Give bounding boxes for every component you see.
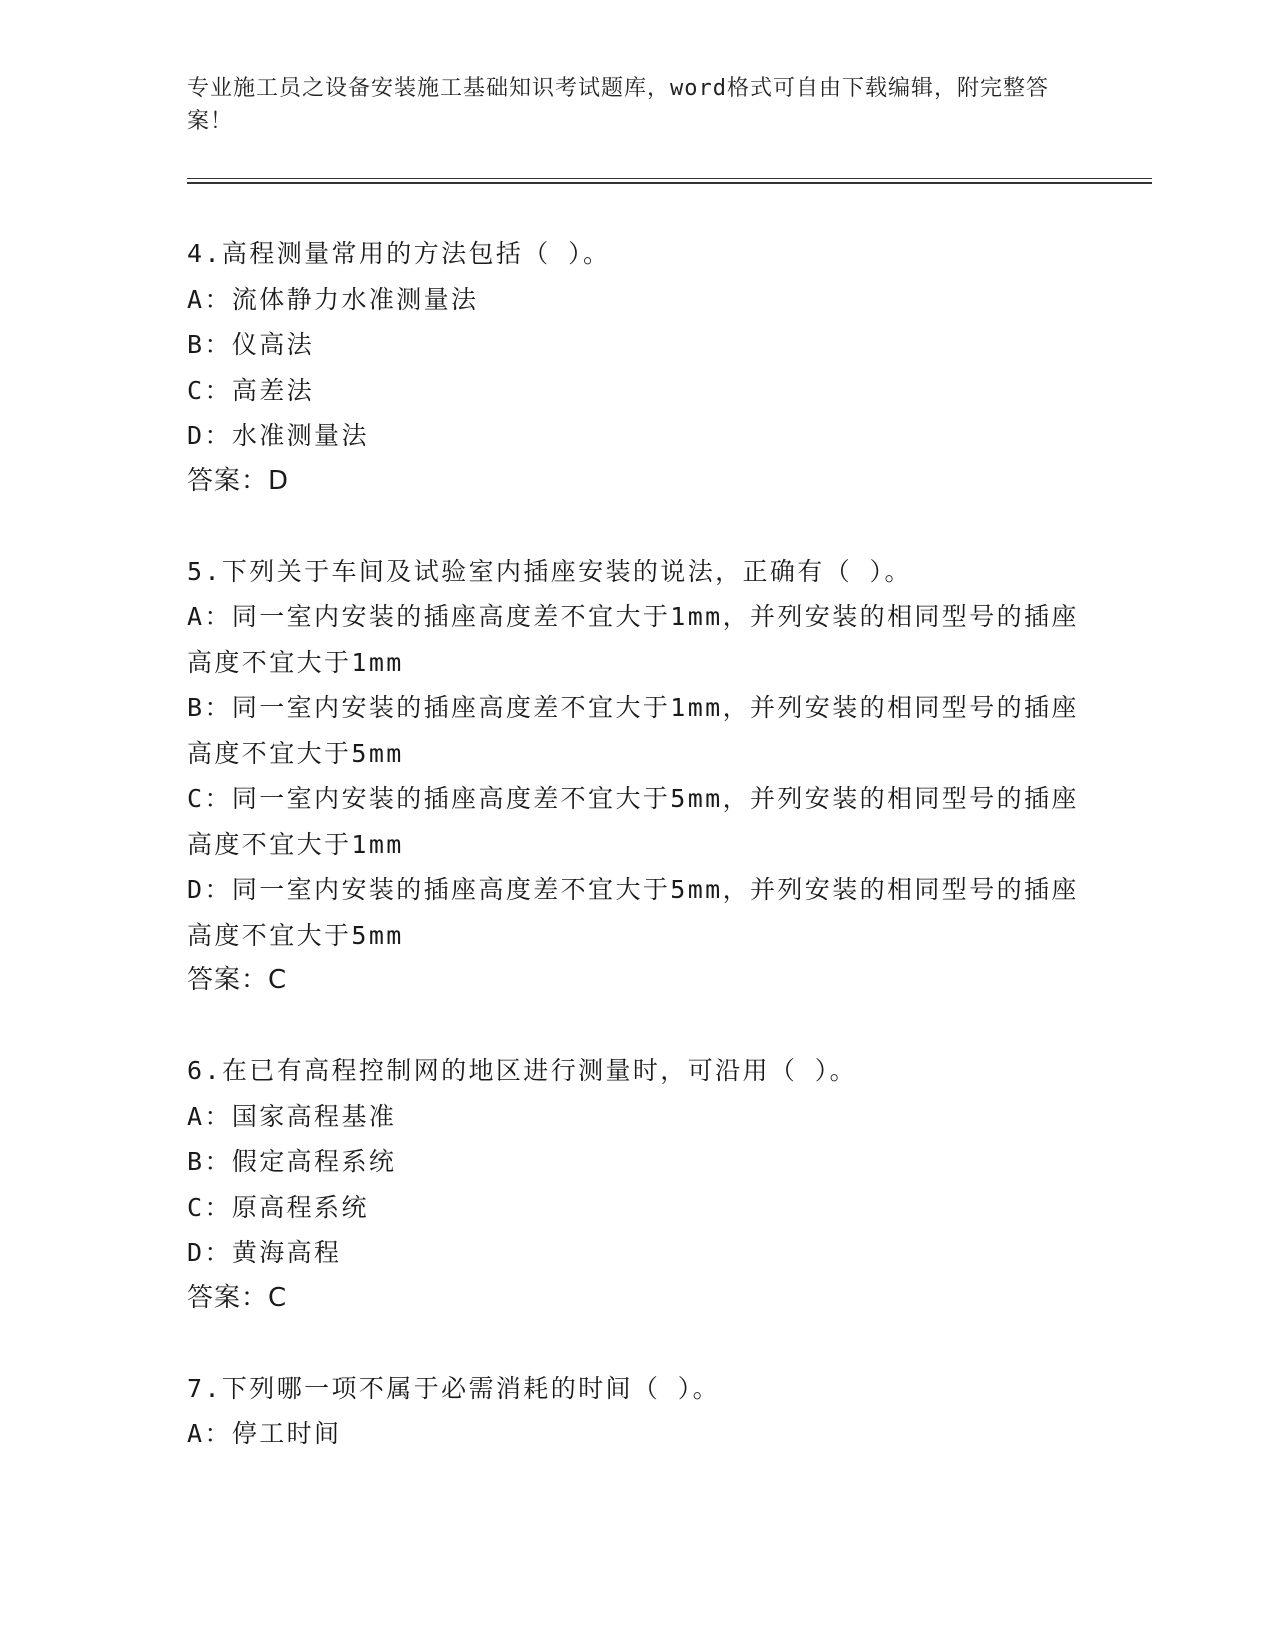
question-4 (187, 231, 1087, 504)
option-d: D：水准测量法 (187, 421, 369, 450)
question-stem: 5.下列关于车间及试验室内插座安装的说法，正确有（ ）。 (187, 556, 912, 586)
answer-line: 答案：C (187, 965, 288, 995)
page-header: 专业施工员之设备安装施工基础知识考试题库，word格式可自由下载编辑，附完整答案！ (187, 76, 1049, 134)
option-c: C：同一室内安装的插座高度差不宜大于5mm，并列安装的相同型号的插座高度不宜大于1mm (187, 784, 1079, 859)
question-6 (187, 1048, 1087, 1321)
option-a: A：同一室内安装的插座高度差不宜大于1mm，并列安装的相同型号的插座高度不宜大于1mm (187, 602, 1079, 677)
question-5 (187, 549, 1087, 1004)
option-b: B：仪高法 (187, 330, 315, 359)
option-b: B：同一室内安装的插座高度差不宜大于1mm，并列安装的相同型号的插座高度不宜大于5mm (187, 693, 1079, 768)
question-stem: 6.在已有高程控制网的地区进行测量时，可沿用（ ）。 (187, 1056, 858, 1085)
option-d: D：同一室内安装的插座高度差不宜大于5mm，并列安装的相同型号的插座高度不宜大于5mm (187, 875, 1079, 950)
question-stem: 7.下列哪一项不属于必需消耗的时间（ ）。 (187, 1373, 721, 1403)
option-c: C：原高程系统 (187, 1192, 369, 1222)
option-a: A：国家高程基准 (187, 1101, 397, 1131)
option-a: A：流体静力水准测量法 (187, 284, 479, 314)
option-a: A：停工时间 (187, 1419, 342, 1448)
question-list (187, 231, 1087, 1502)
option-b: B：假定高程系统 (187, 1147, 397, 1176)
header-divider (187, 178, 1152, 184)
answer-line: 答案：D (187, 465, 290, 496)
answer-line: 答案：C (187, 1282, 288, 1313)
question-7 (187, 1366, 1087, 1457)
question-stem: 4.高程测量常用的方法包括（ ）。 (187, 239, 611, 268)
option-c: C：高差法 (187, 375, 315, 405)
option-d: D：黄海高程 (187, 1238, 342, 1267)
